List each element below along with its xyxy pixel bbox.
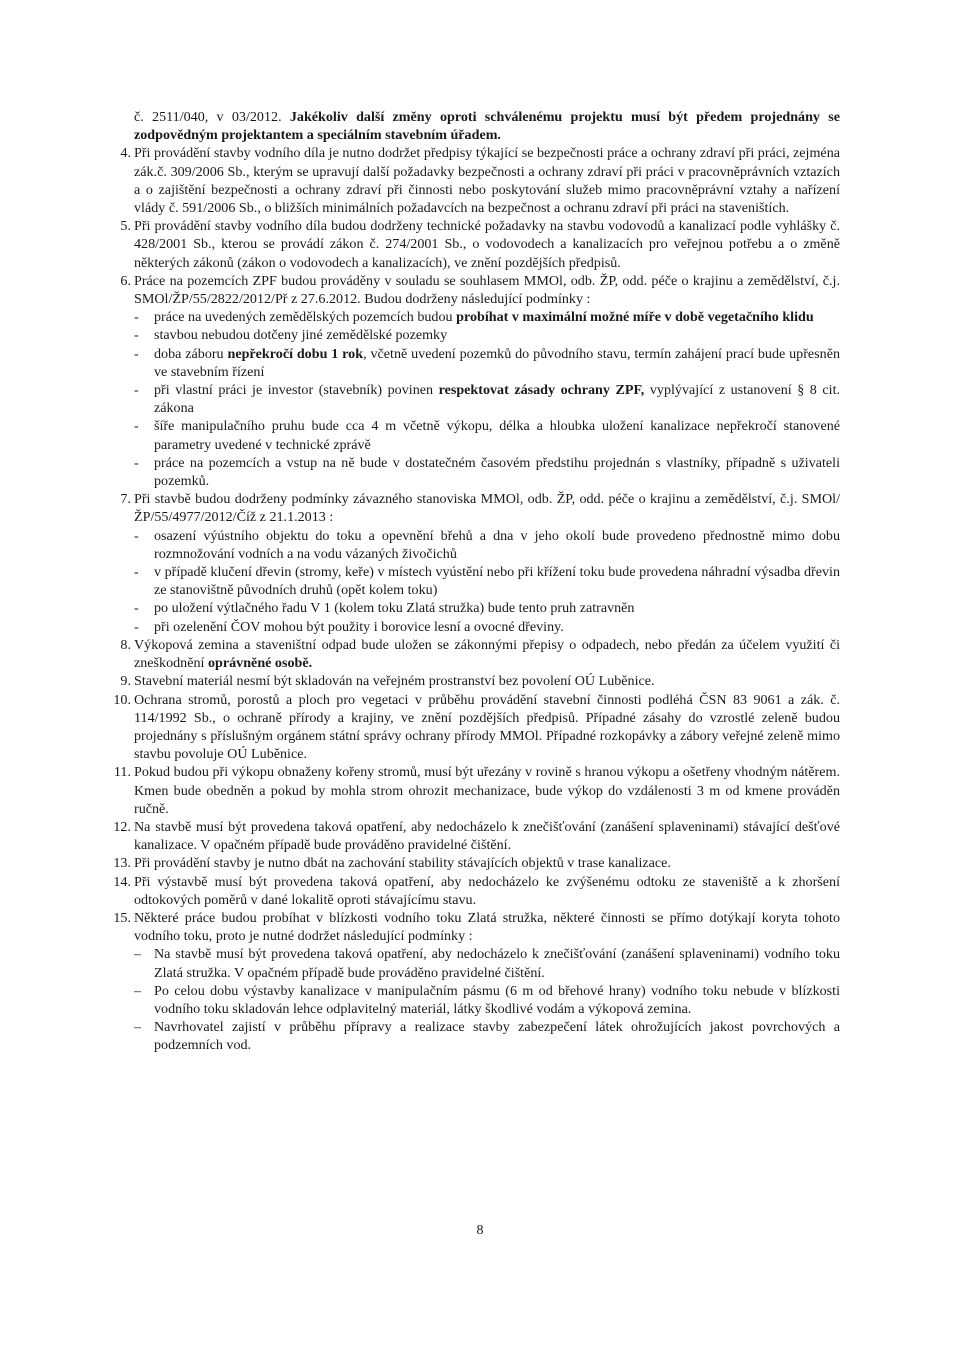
sub-bold-text: nepřekročí dobu 1 rok: [227, 345, 364, 362]
sub-item: [134, 326, 840, 344]
item-text: Na stavbě musí být provedena taková opatření, aby nedocházelo k znečišťování (zanášení splaveninami) stávající dešťové kanalizace. V opačném případě bude prováděno pravidelné čištění.: [134, 818, 840, 854]
sub-item: [134, 945, 840, 981]
sub-text-tail: vyplývající z ustanovení § 8 cit. zákona: [154, 382, 841, 417]
item-text-wrap: [134, 636, 840, 672]
sub-text: práce na pozemcích a vstup na ně bude v dostatečném časovém předstihu projednán s vlastníky, případně s uživateli pozemků.: [154, 454, 840, 490]
sub-text: v případě klučení dřevin (stromy, keře) v místech vyústění nebo při křížení toku bude provedena náhradní výsadba dřevin ze stanovištně původních druhů (opět kolem toku): [154, 564, 840, 599]
sub-item: [134, 381, 840, 417]
sub-text: Po celou dobu výstavby kanalizace v manipulačním pásmu (6 m od břehové hrany) vodního toku nebude v blízkosti vodního toku skladován lehce odplavitelný materiál, látky škodlivé vodám a výkopová zemina.: [154, 982, 840, 1017]
sub-item: [134, 1018, 840, 1054]
dash-marker: -: [134, 309, 139, 326]
item-number: 10.: [113, 691, 131, 708]
intro-bold-text: Jakékoliv další změny oproti schválenému projektu musí být předem projednány se zodpovědným projektantem a speciálním stavebním úřadem.: [134, 109, 840, 144]
item-number: 11.: [113, 764, 131, 781]
list-item-5: [120, 217, 840, 272]
item-text: Stavební materiál nesmí být skladován na veřejném prostranství bez povolení OÚ Luběnice.: [134, 673, 655, 690]
sub-text: po uložení výtlačného řadu V 1 (kolem toku Zlatá stružka) bude tento pruh zatravněn: [154, 600, 635, 617]
sub-text: doba záboru: [154, 345, 228, 362]
dash-marker: –: [134, 1019, 142, 1036]
sub-item: [134, 308, 840, 326]
sub-bold-text: probíhat v maximální možné míře v době vegetačního klidu: [456, 309, 814, 326]
list-item-6: [120, 272, 841, 490]
dash-marker: –: [134, 982, 142, 999]
sub-text: Navrhovatel zajistí v průběhu přípravy a realizace stavby zabezpečení látek ohrožujících jakost povrchových a podzemních vod.: [154, 1019, 840, 1054]
intro-paragraph: [134, 108, 840, 144]
sub-item: [134, 618, 840, 636]
item-text: Pokud budou při výkopu obnaženy kořeny stromů, musí být uřezány v rovině s hranou výkopu a ošetřeny vhodným nátěrem. Kmen bude obedněn a pokud by mohla strom ohrozit mechanizace, bude výkop do vzdálenosti 3 m od kmene prováděn ručně.: [134, 764, 840, 817]
dash-marker: -: [134, 327, 139, 344]
item-number: 7.: [120, 491, 131, 508]
list-item-13: [113, 854, 840, 872]
sub-text: osazení výústního objektu do toku a opevnění břehů a dna v jeho okolí bude provedeno přednostně mimo dobu rozmnožování vodních a na vodu vázaných živočichů: [154, 527, 840, 562]
list-item-12: [113, 818, 840, 854]
sub-item: [134, 417, 840, 453]
dash-marker: –: [134, 946, 142, 963]
intro-text: č. 2511/040, v 03/2012.: [134, 109, 290, 125]
list-item-9: [120, 672, 840, 690]
item-text: Při provádění stavby vodního díla budou dodrženy technické požadavky na stavbu vodovodů a kanalizací podle vyhlášky č. 428/2001 Sb., kterou se provádí zákon č. 274/2001 Sb., o vodovodech a kanalizacích pro veřejnou potřebu a o změně některých zákonů (zákon o vodovodech a kanalizacích), ve znění pozdějších předpisů.: [134, 218, 840, 271]
item-number: 13.: [113, 855, 131, 872]
sub-item: [134, 599, 840, 617]
list-item-11: [113, 763, 840, 818]
item-text: Některé práce budou probíhat v blízkosti vodního toku Zlatá stružka, některé činnosti se přímo dotýkají koryta tohoto vodního toku, proto je nutné dodržet následující podmínky :: [134, 909, 840, 945]
list-item-4: [120, 144, 840, 217]
item-text: Práce na pozemcích ZPF budou prováděny v souladu se souhlasem MMOl, odb. ŽP, odd. péče o krajinu a zemědělství, č.j. SMOl/ŽP/55/2822/2012/Př z 27.6.2012. Budou dodrženy následující podmínky :: [134, 272, 840, 308]
sub-text: při vlastní práci je investor (stavebník) povinen: [154, 382, 439, 399]
dash-marker: -: [134, 345, 139, 362]
item-text: Při výstavbě musí být provedena taková opatření, aby nedocházelo ke zvýšenému odtoku ze staveniště a k zhoršení odtokových poměrů v dané lokalitě oproti stávajícímu stavu.: [134, 873, 840, 908]
list-item-15: [113, 909, 840, 1055]
dash-marker: -: [134, 618, 139, 635]
sub-item: [134, 982, 840, 1018]
document-body: [113, 108, 841, 1055]
sub-item: [134, 527, 840, 563]
dash-marker: -: [134, 418, 139, 435]
item-number: 5.: [120, 218, 131, 235]
sub-text: šíře manipulačního pruhu bude cca 4 m včetně výkopu, délka a hloubka uložení kanalizace nepřekročí stanovené parametry uvedené v technické zprávě: [154, 418, 840, 453]
dash-marker: -: [134, 600, 139, 617]
dash-marker: -: [134, 564, 139, 581]
item-text: Při provádění stavby je nutno dbát na zachování stability stávajících objektů v trase kanalizace.: [134, 855, 671, 872]
item-bold-text: oprávněné osobě.: [207, 655, 313, 672]
list-item-7: [120, 490, 840, 636]
dash-marker: -: [134, 454, 139, 471]
sub-item: [134, 345, 840, 381]
item-text: Při provádění stavby vodního díla je nutno dodržet předpisy týkající se bezpečnosti práce a ochrany zdraví při práci, zejména zák.č. 309/2006 Sb., kterým se upravují další požadavky bezpečnosti a ochrany zdraví při práci v pracovněprávních vztazích a o zajištění bezpečnosti a ochrany zdraví při činnosti nebo poskytování služeb mimo pracovněprávní vztahy a nařízení vlády č. 591/2006 Sb., o bližších minimálních požadavcích na bezpečnost a ochranu zdraví při práci na staveništích.: [134, 145, 840, 217]
item-number: 8.: [120, 636, 131, 653]
dash-marker: -: [134, 382, 139, 399]
sub-text: stavbou nebudou dotčeny jiné zemědělské pozemky: [154, 327, 448, 344]
item-number: 4.: [120, 145, 131, 162]
item-number: 6.: [120, 272, 131, 289]
page-number: 8: [476, 1223, 484, 1238]
item-number: 12.: [113, 818, 131, 835]
item-number: 15.: [113, 909, 131, 926]
dash-marker: -: [134, 527, 139, 544]
sub-text-tail: , včetně uvedení pozemků do původního stavu, termín zahájení prací bude upřesněn ve stavebním řízení: [154, 345, 840, 380]
list-item-8: [120, 636, 840, 672]
item-text: Výkopová zemina a staveništní odpad bude uložen se zákonnými přepisy o odpadech, nebo předán za účelem využití či zneškodnění: [134, 636, 840, 672]
sub-text: práce na uvedených zemědělských pozemcích budou: [154, 309, 457, 326]
item-number: 14.: [113, 873, 131, 890]
sub-item: [134, 563, 840, 599]
sub-text: Na stavbě musí být provedena taková opatření, aby nedocházelo k znečišťování (zanášení splaveninami) vodního toku Zlatá stružka. V opačném případě bude prováděno pravidelné čištění.: [154, 946, 840, 981]
item-text: Při stavbě budou dodrženy podmínky závazného stanoviska MMOl, odb. ŽP, odd. péče o krajinu a zemědělství, č.j. SMOl/ŽP/55/4977/2012/Číž z 21.1.2013 :: [134, 491, 840, 526]
sub-bold-text: respektovat zásady ochrany ZPF,: [438, 382, 645, 399]
item-number: 9.: [120, 673, 131, 690]
list-item-14: [113, 873, 840, 909]
item-text: Ochrana stromů, porostů a ploch pro vegetaci v průběhu provádění stavební činnosti podléhá ČSN 83 9061 a zák. č. 114/1992 Sb., o ochraně přírody a krajiny, ve znění pozdějších předpisů. Případné zásahy do vzrostlé zeleně budou projednány s příslušným orgánem státní správy ochrany přírody MMOl. Případné rozkopávky a zábory veřejné zeleně mimo stavbu povoluje OÚ Luběnice.: [134, 691, 840, 763]
sub-item: [134, 454, 840, 490]
sub-text: při ozelenění ČOV mohou být použity i borovice lesní a ovocné dřeviny.: [154, 618, 564, 635]
list-item-10: [113, 691, 840, 764]
